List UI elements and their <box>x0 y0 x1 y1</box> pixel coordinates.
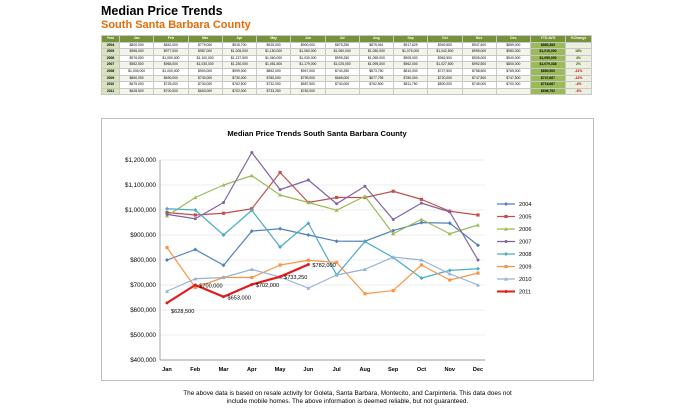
column-header: May <box>257 36 291 43</box>
month-value-cell: $1,060,000 <box>291 49 325 56</box>
data-point <box>504 215 507 218</box>
data-point <box>166 213 169 216</box>
median-price-line-chart <box>101 118 594 381</box>
y-tick-label: $1,200,000 <box>125 157 156 165</box>
data-point <box>476 213 479 216</box>
disclaimer <box>101 390 594 405</box>
percent-change-cell <box>566 42 592 49</box>
month-value-cell: $1,025,000 <box>325 62 359 69</box>
month-value-cell: $852,000 <box>257 68 291 75</box>
legend-entry <box>497 215 531 221</box>
data-point <box>194 217 197 220</box>
series-2008 <box>165 207 480 280</box>
disclaimer-line-2: include mobile homes. The above information is deemed reliable, but not guaranteed. <box>226 397 469 405</box>
month-value-cell: $800,000 <box>120 42 154 49</box>
data-point <box>279 275 282 278</box>
table-row <box>102 75 592 82</box>
month-value-cell: $811,750 <box>394 82 428 89</box>
data-point <box>250 151 253 154</box>
x-tick-label: Jan <box>162 367 172 373</box>
page-subtitle: South Santa Barbara County <box>101 19 251 31</box>
month-value-cell: $700,000 <box>154 88 188 95</box>
data-point <box>392 190 395 193</box>
month-value-cell: $720,000 <box>428 75 462 82</box>
legend-entry <box>497 240 531 246</box>
table-row <box>102 49 592 56</box>
data-point <box>419 217 423 221</box>
month-value-cell: $1,230,000 <box>222 62 256 69</box>
month-value-cell: $730,000 <box>222 75 256 82</box>
y-tick-label: $500,000 <box>130 332 156 340</box>
month-value-cell <box>462 88 496 95</box>
column-header: Oct <box>428 36 462 43</box>
data-point <box>505 240 508 243</box>
data-point <box>222 212 225 215</box>
month-value-cell: $987,000 <box>188 49 222 56</box>
month-value-cell: $740,250 <box>325 68 359 75</box>
column-header: Jul <box>325 36 359 43</box>
month-value-cell: $965,000 <box>120 49 154 56</box>
data-point <box>363 292 366 295</box>
month-value-cell <box>325 88 359 95</box>
year-cell: 2009 <box>102 75 120 82</box>
month-value-cell: $690,000 <box>154 75 188 82</box>
percent-change-cell: 2% <box>566 62 592 69</box>
data-label: $782,000 <box>312 263 336 269</box>
y-tick-label: $700,000 <box>130 282 156 290</box>
month-value-cell: $1,042,500 <box>428 49 462 56</box>
data-point <box>335 239 339 243</box>
column-header: Year <box>102 36 120 43</box>
month-value-cell <box>394 88 428 95</box>
month-value-cell: $982,500 <box>120 62 154 69</box>
month-value-cell: $780,000 <box>257 75 291 82</box>
y-tick-label: $1,100,000 <box>125 182 156 190</box>
data-label: $628,500 <box>171 308 195 315</box>
data-point <box>504 202 508 206</box>
data-point <box>448 210 451 213</box>
data-point <box>278 263 281 266</box>
month-value-cell: $949,500 <box>428 42 462 49</box>
data-point <box>165 258 169 262</box>
month-value-cell: $992,500 <box>462 62 496 69</box>
median-price-table <box>101 35 592 95</box>
data-point <box>278 171 281 174</box>
month-value-cell: $842,000 <box>154 42 188 49</box>
x-tick-label: Sep <box>388 367 399 373</box>
ytd-average-cell: $1,059,000 <box>531 55 566 62</box>
data-point <box>420 202 423 205</box>
column-header: Aug <box>359 36 393 43</box>
legend-label: 2004 <box>519 202 532 208</box>
month-value-cell: $747,500 <box>496 75 530 82</box>
month-value-cell: $800,000 <box>428 82 462 89</box>
data-point <box>420 198 423 201</box>
y-tick-label: $800,000 <box>130 257 156 265</box>
x-tick-label: Mar <box>218 367 229 373</box>
month-value-cell: $747,500 <box>462 75 496 82</box>
month-value-cell: $1,055,000 <box>359 55 393 62</box>
month-value-cell <box>428 88 462 95</box>
column-header: Jan <box>120 36 154 43</box>
data-point <box>306 233 310 237</box>
year-cell: 2005 <box>102 49 120 56</box>
year-cell: 2007 <box>102 62 120 69</box>
month-value-cell: $628,500 <box>120 88 154 95</box>
data-point <box>250 276 253 279</box>
table-row <box>102 82 592 89</box>
month-value-cell: $727,500 <box>428 68 462 75</box>
year-cell: 2008 <box>102 68 120 75</box>
month-value-cell: $905,000 <box>462 55 496 62</box>
month-value-cell: $733,250 <box>257 88 291 95</box>
data-point <box>307 259 310 262</box>
data-point <box>504 252 508 256</box>
legend-entry <box>497 277 531 283</box>
table-body <box>102 42 592 95</box>
legend-entry <box>497 252 531 258</box>
month-value-cell: $780,000 <box>394 75 428 82</box>
column-header: Jun <box>291 36 325 43</box>
month-value-cell: $702,000 <box>222 88 256 95</box>
column-header: Apr <box>222 36 256 43</box>
legend-entry <box>497 227 531 233</box>
x-tick-label: Jun <box>303 367 314 373</box>
data-point <box>477 259 480 262</box>
data-point <box>476 223 480 227</box>
year-cell: 2004 <box>102 42 120 49</box>
month-value-cell: $875,061 <box>359 42 393 49</box>
month-value-cell: $1,150,000 <box>257 49 291 56</box>
month-value-cell: $859,000 <box>496 42 530 49</box>
y-tick-label: $900,000 <box>130 232 156 240</box>
data-label: $700,000 <box>199 283 223 290</box>
data-point <box>392 218 395 221</box>
month-value-cell: $765,000 <box>496 68 530 75</box>
percent-change-cell: -4% <box>566 82 592 89</box>
month-value-cell: $745,000 <box>462 82 496 89</box>
month-value-cell: $1,050,000 <box>154 55 188 62</box>
table-row <box>102 55 592 62</box>
month-value-cell <box>496 88 530 95</box>
data-point <box>194 213 197 216</box>
month-value-cell: $1,030,000 <box>291 55 325 62</box>
data-point <box>505 290 508 293</box>
month-value-cell: $1,081,500 <box>257 62 291 69</box>
column-header: YTD AVG <box>531 36 566 43</box>
month-value-cell: $758,500 <box>462 68 496 75</box>
month-value-cell: $1,030,000 <box>188 62 222 69</box>
data-point <box>165 246 168 249</box>
month-value-cell: $1,050,000 <box>359 49 393 56</box>
data-point <box>363 185 366 188</box>
month-value-cell: $653,000 <box>188 88 222 95</box>
y-tick-label: $400,000 <box>130 357 156 365</box>
data-point <box>307 263 310 266</box>
month-value-cell: $730,000 <box>188 75 222 82</box>
data-label: $733,250 <box>284 275 308 282</box>
month-value-cell: $1,100,000 <box>188 55 222 62</box>
data-point <box>250 283 253 286</box>
month-value-cell: $799,000 <box>291 75 325 82</box>
table-row <box>102 62 592 69</box>
data-point <box>194 284 197 287</box>
series-line <box>167 176 478 234</box>
legend-label: 2005 <box>519 214 532 221</box>
month-value-cell: $1,075,000 <box>394 49 428 56</box>
column-header: Mar <box>188 36 222 43</box>
year-cell: 2010 <box>102 82 120 89</box>
month-value-cell: $675,000 <box>120 82 154 89</box>
data-point <box>250 174 254 178</box>
legend-entry <box>497 265 531 271</box>
month-value-cell: $940,000 <box>496 55 530 62</box>
month-value-cell: $976,500 <box>120 55 154 62</box>
series-line <box>167 223 478 266</box>
ytd-average-cell: $747,667 <box>531 75 566 82</box>
data-label: $653,000 <box>227 295 251 302</box>
data-point <box>419 221 423 225</box>
chart-gridlines <box>160 160 485 360</box>
month-value-cell: $999,250 <box>325 55 359 62</box>
month-value-cell: $873,750 <box>359 68 393 75</box>
month-value-cell: $900,000 <box>188 68 222 75</box>
x-tick-label: Nov <box>444 367 456 373</box>
month-value-cell: $1,000,000 <box>154 68 188 75</box>
month-value-cell: $915,700 <box>222 42 256 49</box>
month-value-cell: $665,000 <box>325 75 359 82</box>
chart-title: Median Price Trends South Santa Barbara County <box>227 129 407 138</box>
chart-legend <box>497 202 531 296</box>
month-value-cell: $740,000 <box>325 82 359 89</box>
data-point <box>476 267 480 271</box>
month-value-cell: $1,179,000 <box>291 62 325 69</box>
table-row <box>102 68 592 75</box>
data-point <box>420 263 423 266</box>
month-value-cell: $917,629 <box>394 42 428 49</box>
x-axis <box>160 360 485 373</box>
month-value-cell: $980,000 <box>496 49 530 56</box>
percent-change-cell: 18% <box>566 49 592 56</box>
data-point <box>448 278 451 281</box>
month-value-cell: $905,000 <box>394 55 428 62</box>
y-axis <box>125 157 160 364</box>
month-value-cell: $947,500 <box>462 42 496 49</box>
month-value-cell: $1,027,500 <box>428 62 462 69</box>
month-value-cell: $810,000 <box>394 68 428 75</box>
month-value-cell: $999,000 <box>222 68 256 75</box>
month-value-cell: $677,795 <box>359 75 393 82</box>
percent-change-cell: -12% <box>566 75 592 82</box>
year-cell: 2006 <box>102 55 120 62</box>
month-value-cell: $1,060,000 <box>257 55 291 62</box>
legend-label: 2010 <box>519 277 532 283</box>
data-point <box>278 227 282 231</box>
table-row <box>102 88 592 95</box>
month-value-cell: $730,000 <box>188 82 222 89</box>
data-point <box>222 201 225 204</box>
month-value-cell: $900,000 <box>291 42 325 49</box>
month-value-cell: $965,000 <box>154 62 188 69</box>
month-value-cell: $850,000 <box>120 75 154 82</box>
data-point <box>335 202 338 205</box>
month-value-cell: $779,000 <box>188 42 222 49</box>
column-header: Feb <box>154 36 188 43</box>
percent-change-cell: -21% <box>566 68 592 75</box>
ytd-average-cell: $718,667 <box>531 82 566 89</box>
legend-entry <box>497 202 531 208</box>
table-row <box>102 42 592 49</box>
data-label: $702,000 <box>255 283 280 289</box>
month-value-cell: $1,095,000 <box>359 62 393 69</box>
ytd-average-cell: $860,283 <box>531 42 566 49</box>
percent-change-cell: -3% <box>566 88 592 95</box>
month-value-cell: $947,000 <box>291 68 325 75</box>
column-header: Nov <box>462 36 496 43</box>
x-tick-label: Aug <box>359 367 371 373</box>
year-cell: 2011 <box>102 88 120 95</box>
table-header-row <box>102 36 592 43</box>
ytd-average-cell: $696,792 <box>531 88 566 95</box>
legend-label: 2011 <box>519 289 532 296</box>
legend-entry <box>497 290 531 296</box>
x-tick-label: Dec <box>472 367 484 373</box>
column-header: Sep <box>394 36 428 43</box>
month-value-cell: $732,000 <box>257 82 291 89</box>
data-point <box>476 272 479 275</box>
month-value-cell: $762,500 <box>359 82 393 89</box>
month-value-cell: $977,000 <box>154 49 188 56</box>
month-value-cell: $1,005,000 <box>120 68 154 75</box>
month-value-cell: $1,060,000 <box>325 49 359 56</box>
disclaimer-line-1: The above data is based on resale activity for Goleta, Santa Barbara, Montecito, and Carpinteria. This data does not <box>183 390 512 397</box>
legend-label: 2006 <box>519 227 532 233</box>
month-value-cell: $725,000 <box>154 82 188 89</box>
x-tick-label: Apr <box>246 367 257 373</box>
column-header: %Change <box>566 36 592 43</box>
data-point <box>335 196 338 199</box>
month-value-cell: $925,000 <box>257 42 291 49</box>
month-value-cell: $782,000 <box>291 88 325 95</box>
percent-change-cell: 4% <box>566 55 592 62</box>
month-value-cell: $687,500 <box>291 82 325 89</box>
y-tick-label: $600,000 <box>130 307 156 315</box>
ytd-average-cell: $850,500 <box>531 68 566 75</box>
x-tick-label: Feb <box>190 367 201 373</box>
month-value-cell: $1,005,000 <box>222 49 256 56</box>
y-tick-label: $1,000,000 <box>125 207 156 215</box>
legend-label: 2009 <box>519 264 532 271</box>
data-point <box>279 188 282 191</box>
month-value-cell: $1,137,500 <box>222 55 256 62</box>
x-tick-label: Oct <box>416 367 427 373</box>
column-header: Dec <box>496 36 530 43</box>
ytd-average-cell: $1,079,338 <box>531 62 566 69</box>
series-lines <box>165 151 480 304</box>
month-value-cell: $875,250 <box>325 42 359 49</box>
data-point <box>307 179 310 182</box>
x-tick-label: May <box>274 367 286 373</box>
data-point <box>392 289 395 292</box>
legend-label: 2008 <box>519 252 532 258</box>
month-value-cell: $962,500 <box>428 55 462 62</box>
data-point <box>166 301 169 304</box>
data-point <box>504 265 507 268</box>
page-title: Median Price Trends <box>101 4 223 18</box>
month-value-cell: $995,000 <box>462 49 496 56</box>
ytd-average-cell: $1,019,000 <box>531 49 566 56</box>
data-point <box>222 295 225 298</box>
x-tick-label: Jul <box>332 367 341 373</box>
month-value-cell: $762,500 <box>222 82 256 89</box>
month-value-cell <box>359 88 393 95</box>
month-value-cell: $700,000 <box>496 82 530 89</box>
month-value-cell: $800,000 <box>496 62 530 69</box>
legend-label: 2007 <box>519 239 532 246</box>
month-value-cell: $962,000 <box>394 62 428 69</box>
